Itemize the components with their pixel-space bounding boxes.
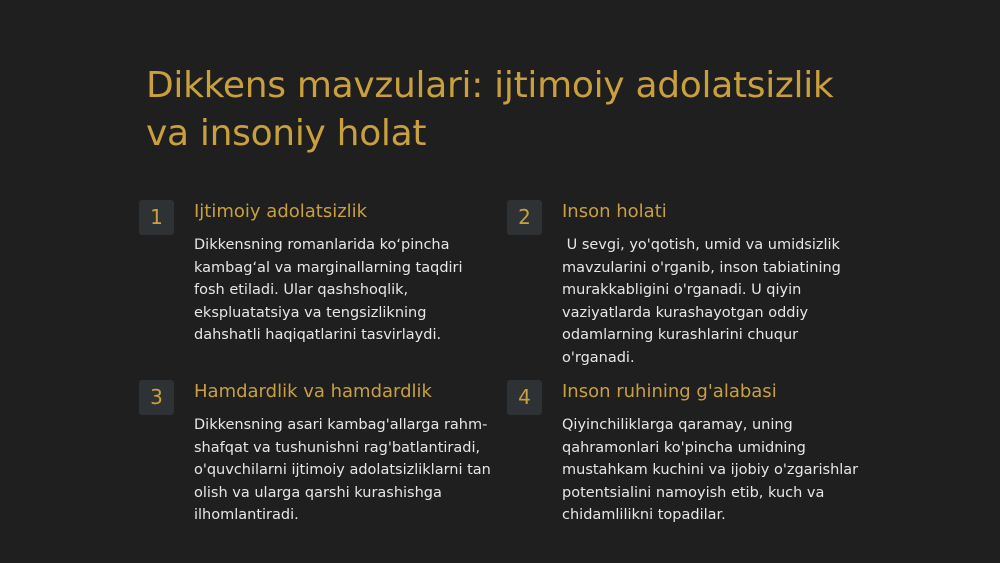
slide-title: Dikkens mavzulari: ijtimoiy adolatsizlik va insoniy holat — [146, 65, 834, 154]
theme-card-social-injustice — [139, 200, 479, 360]
theme-card-compassion — [139, 380, 499, 540]
theme-card-human-condition — [507, 200, 867, 380]
number-badge: 1 — [139, 200, 174, 235]
card-heading: Inson ruhining g'alabasi — [562, 381, 777, 402]
number-badge: 2 — [507, 200, 542, 235]
card-heading: Ijtimoiy adolatsizlik — [194, 201, 368, 222]
card-text: Dikkensning asari kambag'allarga rahm- shafqat va tushunishni rag'batlantiradi, o'quvchilarni ijtimoiy adolatsizliklarni tan olish va ularga qarshi kurashishga ilhomlantiradi. — [194, 417, 491, 524]
card-heading: Inson holati — [562, 201, 667, 222]
card-text: U sevgi, yo'qotish, umid va umidsizlik mavzularini o'rganib, inson tabiatining murakkabligini o'rganadi. U qiyin vaziyatlarda kurashayotgan oddiy odamlarning kurashlarini chuqur o'rganadi. — [562, 237, 841, 366]
theme-card-triumph-of-spirit — [507, 380, 867, 540]
card-text: Dikkensning romanlarida koʻpincha kambagʻal va marginallarning taqdiri fosh etiladi. Ular qashshoqlik, ekspluatatsiya va tengsizlikning dahshatli haqiqatlarini tasvirlaydi. — [194, 237, 463, 344]
number-badge: 3 — [139, 380, 174, 415]
number-badge: 4 — [507, 380, 542, 415]
card-text: Qiyinchiliklarga qaramay, uning qahramonlari ko'pincha umidning mustahkam kuchini va ijobiy o'zgarishlar potentsialini namoyish etib, kuch va chidamlilikni topadilar. — [562, 417, 859, 524]
card-heading: Hamdardlik va hamdardlik — [194, 381, 432, 402]
